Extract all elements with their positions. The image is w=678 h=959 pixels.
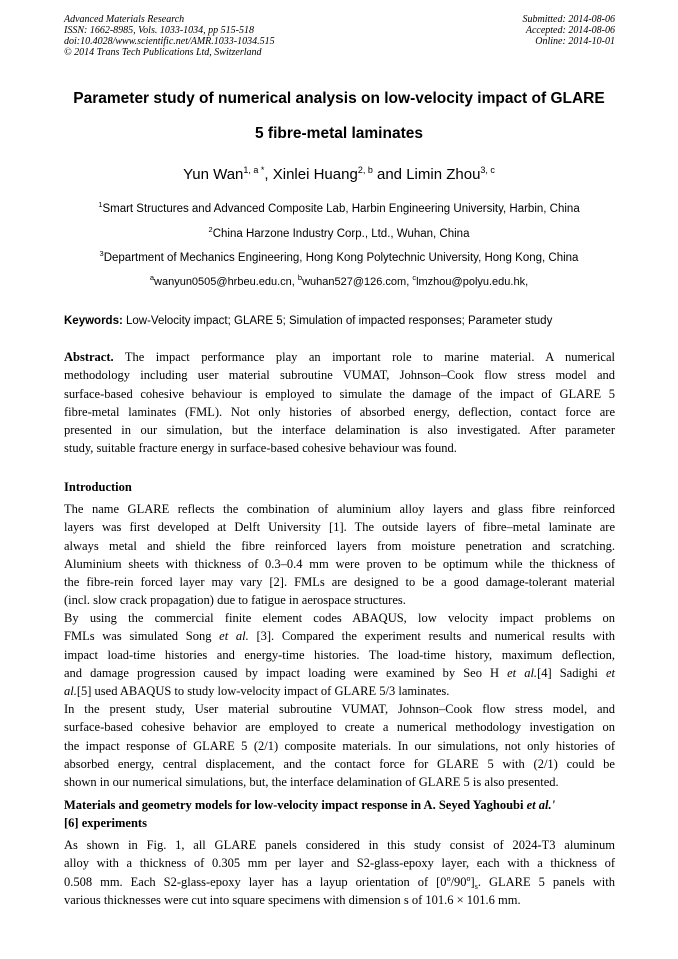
text-line: layers was first developed at Delft University [1]. The outside layers of fibre–metal laminate are xyxy=(64,520,615,535)
section-heading-introduction: Introduction xyxy=(64,480,132,494)
affiliation-1-text: Smart Structures and Advanced Composite Lab, Harbin Engineering University, Harbin, China xyxy=(102,203,580,215)
text-fragment: . GLARE 5 panels with xyxy=(477,874,615,889)
journal-header-right xyxy=(523,14,616,47)
author-list xyxy=(0,166,678,183)
text-line: shown in our numerical simulations, but, the interface delamination of GLARE 5 is also presented. xyxy=(64,775,559,790)
text-line: (incl. slow crack propagation) due to fatigue in aerospace structures. xyxy=(64,593,406,608)
author-separator: , xyxy=(264,166,273,183)
text-fragment: ] xyxy=(470,874,475,889)
email-a-sup: a xyxy=(149,273,155,282)
abstract-line: methodology including user material subroutine VUMAT, Johnson–Cook flow stress model and xyxy=(64,368,615,383)
text-line: alloy with a thickness of 0.305 mm per layer and S2-glass-epoxy layer, each with a thickness of xyxy=(64,856,615,871)
online-date: Online: 2014-10-01 xyxy=(535,36,615,47)
paper-title-line-1: Parameter study of numerical analysis on low-velocity impact of GLARE xyxy=(73,90,605,107)
paper-title-line-2: 5 fibre-metal laminates xyxy=(255,125,423,142)
email-b: wuhan527@126.com, xyxy=(302,276,413,288)
affiliation-3-text: Department of Mechanics Engineering, Hong Kong Polytechnic University, Hong Kong, China xyxy=(103,252,579,264)
author-emails xyxy=(0,273,678,288)
heading-italic: et al.' xyxy=(526,798,556,812)
text-fragment: [3]. Compared the experiment results and numerical results with xyxy=(248,629,615,644)
abstract xyxy=(64,348,615,458)
author-separator: and xyxy=(372,166,407,183)
accepted-date: Accepted: 2014-08-06 xyxy=(525,25,615,36)
text-line xyxy=(64,682,615,700)
text-italic: et xyxy=(605,665,615,680)
email-c: lmzhou@polyu.edu.hk, xyxy=(416,276,529,288)
author-2-name: Xinlei Huang xyxy=(272,166,358,183)
keywords xyxy=(64,315,619,327)
abstract-text: The impact performance play an important role to marine material. A numerical xyxy=(113,350,615,364)
author-1-name: Yun Wan xyxy=(183,166,244,183)
text-line: the impact response of GLARE 5 (2/1) composite materials. In our simulations, not only histories of xyxy=(64,738,615,753)
text-fragment: /90 xyxy=(450,874,467,889)
heading-line xyxy=(64,796,619,814)
text-fragment: 0.508 mm. Each S2-glass-epoxy layer has a layup orientation of [0 xyxy=(64,874,447,889)
author-2-sup: 2, b xyxy=(357,165,373,175)
text-line: The name GLARE reflects the combination of aluminium alloy layers and glass fibre reinforced xyxy=(64,502,615,516)
journal-name: Advanced Materials Research xyxy=(64,14,185,25)
introduction-paragraph-2 xyxy=(64,609,615,700)
text-line: the fibre-rein forced layer may vary [2]. FMLs are designed to be a good damage-tolerant material xyxy=(64,575,615,590)
email-c-sup: c xyxy=(412,273,417,282)
text-line: As shown in Fig. 1, all GLARE panels considered in this study consist of 2024-T3 aluminum xyxy=(64,838,615,852)
introduction-paragraph-1 xyxy=(64,500,615,610)
abstract-line xyxy=(64,348,615,366)
affiliation-1 xyxy=(0,200,678,215)
text-italic: al. xyxy=(64,684,77,699)
keywords-text: Low-Velocity impact; GLARE 5; Simulation of impacted responses; Parameter study xyxy=(122,315,553,327)
heading-fragment: Materials and geometry models for low-velocity impact response in A. Seyed Yaghoubi xyxy=(64,798,527,812)
text-fragment: FMLs was simulated Song xyxy=(64,629,220,644)
text-line: Aluminium sheets with thickness of 0.3–0.4 mm were proven to be optimum while the thickness of xyxy=(64,556,615,571)
affiliation-2 xyxy=(0,225,678,240)
journal-copyright: © 2014 Trans Tech Publications Ltd, Switzerland xyxy=(64,47,262,58)
affiliation-2-text: China Harzone Industry Corp., Ltd., Wuhan, China xyxy=(212,228,470,240)
email-a: wanyun0505@hrbeu.edu.cn, xyxy=(154,276,298,288)
abstract-line: presented in our simulation, but the interface delamination is also investigated. After parameter xyxy=(64,423,615,438)
text-line xyxy=(64,664,615,682)
affiliation-2-sup: 2 xyxy=(208,225,213,234)
abstract-label: Abstract. xyxy=(64,350,114,364)
submitted-date: Submitted: 2014-08-06 xyxy=(522,14,615,25)
degree-sup: o xyxy=(466,873,471,883)
text-fragment: and damage progression caused by impact loading were examined by Seo H xyxy=(64,665,508,680)
journal-issn: ISSN: 1662-8985, Vols. 1033-1034, pp 515-518 xyxy=(64,25,254,36)
affiliation-3 xyxy=(0,249,678,264)
journal-doi: doi:10.4028/www.scientific.net/AMR.1033-1034.515 xyxy=(64,36,275,47)
symmetric-sub: s xyxy=(474,881,478,891)
text-line: absorbed energy, central displacement, and the contact force for GLARE 5 with (2/1) could be xyxy=(64,756,615,771)
author-1-sup: 1, a * xyxy=(243,165,265,175)
text-line: In the present study, User material subroutine VUMAT, Johnson–Cook flow stress model, and xyxy=(64,702,615,716)
text-line xyxy=(64,873,615,891)
text-line: always metal and shield the fibre reinforced layers from moisture penetration and scratching. xyxy=(64,538,615,553)
author-3-name: Limin Zhou xyxy=(406,166,481,183)
text-fragment: [5] used ABAQUS to study low-velocity impact of GLARE 5/3 laminates. xyxy=(76,684,450,699)
email-b-sup: b xyxy=(297,273,303,282)
introduction-paragraph-3 xyxy=(64,700,615,791)
journal-header-left xyxy=(64,14,275,58)
text-italic: et al. xyxy=(507,665,538,680)
author-3-sup: 3, c xyxy=(480,165,495,175)
affiliation-1-sup: 1 xyxy=(98,200,103,209)
text-italic: et al. xyxy=(219,629,249,644)
abstract-line: fibre-metal laminates (FML). Not only histories of absorbed energy, deflection, contact force are xyxy=(64,404,615,419)
text-line: By using the commercial finite element codes ABAQUS, low velocity impact problems on xyxy=(64,611,615,625)
keywords-label: Keywords: xyxy=(64,315,123,327)
text-line: surface-based cohesive behavior are employed to create a numerical methodology investigation on xyxy=(64,720,615,735)
affiliation-3-sup: 3 xyxy=(99,249,104,258)
abstract-line: surface-based cohesive behaviour is employed to simulate the damage of the impact of GLARE 5 xyxy=(64,386,615,401)
heading-line: [6] experiments xyxy=(64,816,147,831)
abstract-line: study, suitable fracture energy in surface-based cohesive behaviour was found. xyxy=(64,441,457,456)
text-line: various thicknesses were cut into square specimens with dimension s of 101.6 × 101.6 mm. xyxy=(64,892,521,907)
degree-sup: o xyxy=(446,873,451,883)
text-fragment: [4] Sadighi xyxy=(537,665,606,680)
text-line xyxy=(64,627,615,645)
section-heading-materials xyxy=(64,796,619,833)
materials-paragraph-1 xyxy=(64,836,615,909)
text-line: impact load-time histories and energy-time histories. The load-time history, maximum deflection, xyxy=(64,647,615,662)
